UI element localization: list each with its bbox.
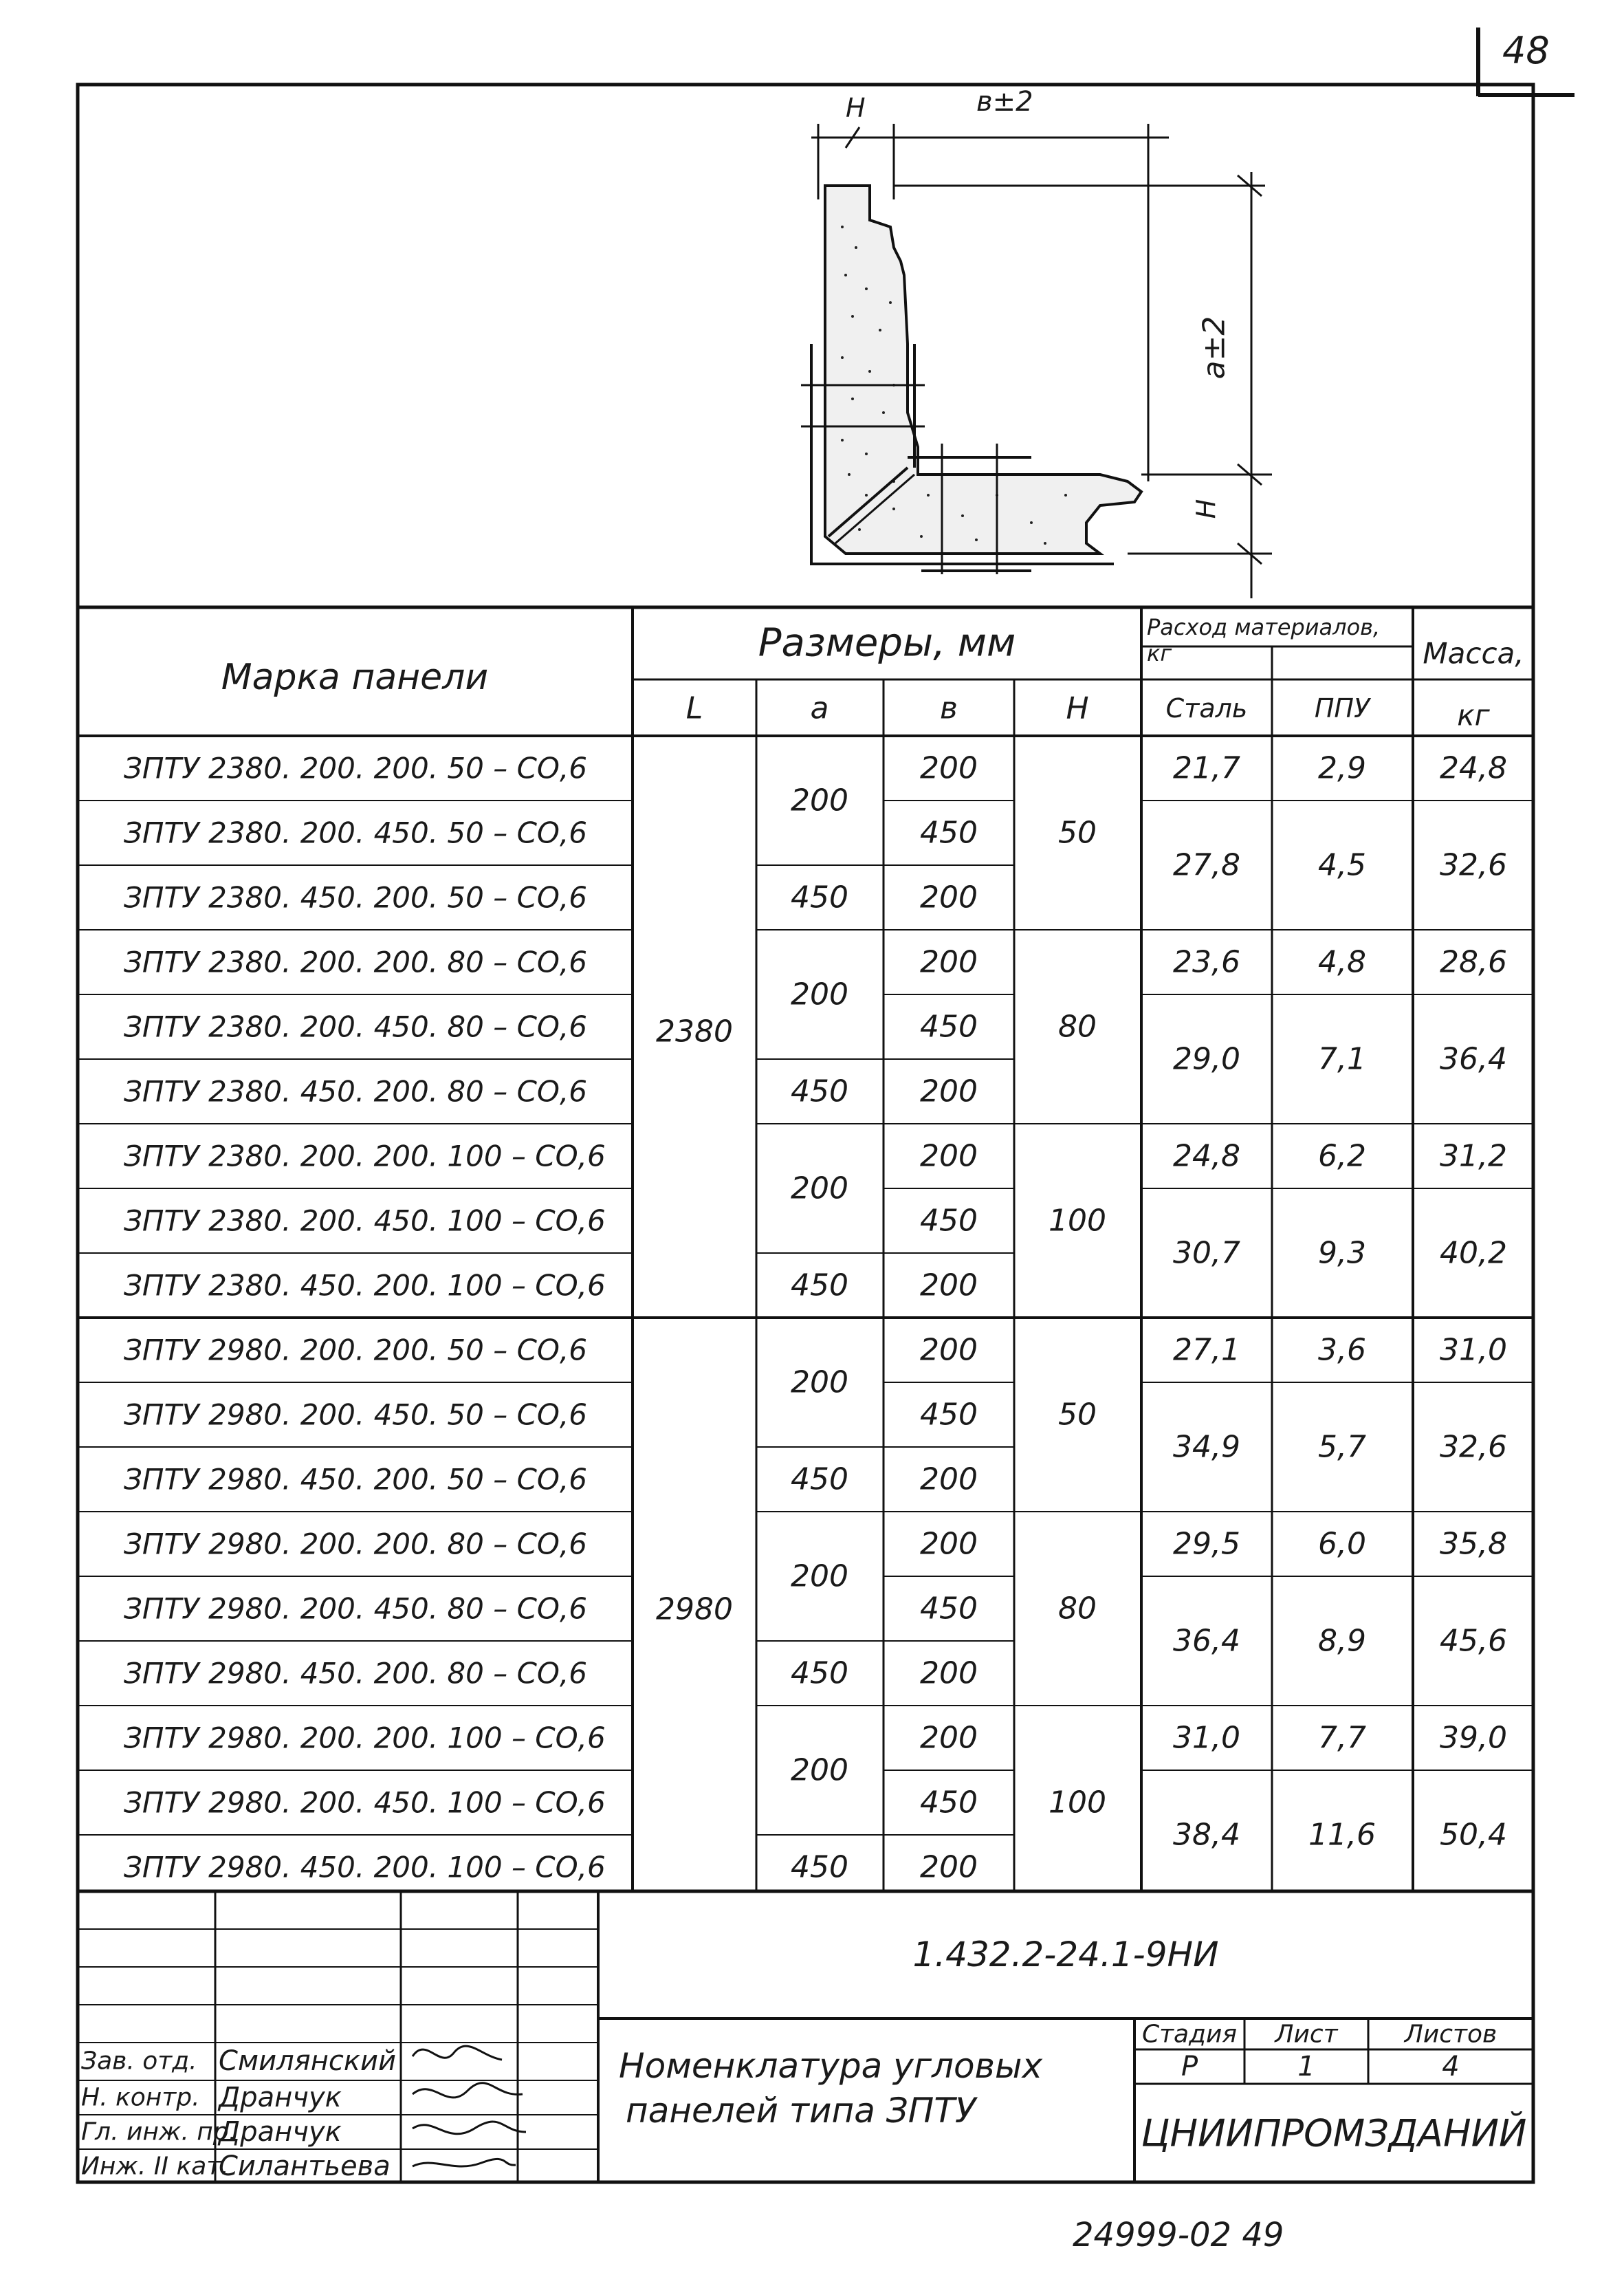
a-value: 200 [791, 1364, 848, 1400]
header-col-b: в [940, 690, 958, 726]
signoff-name: Дранчук [219, 2082, 342, 2113]
panel-mark: ЗПТУ 2380. 450. 200. 50 – СО,6 [124, 880, 588, 915]
sheets-label: Листов [1404, 2020, 1497, 2049]
steel-value: 34,9 [1173, 1429, 1240, 1465]
a-value: 450 [791, 1461, 848, 1497]
signoff-role: Н. контр. [81, 2083, 200, 2112]
panel-mark: ЗПТУ 2980. 450. 200. 100 – СО,6 [124, 1850, 606, 1884]
dim-top-h: Н [846, 93, 866, 123]
header-mass-unit: кг [1457, 698, 1490, 732]
b-value: 200 [920, 1138, 978, 1174]
organization: ЦНИИПРОМЗДАНИЙ [1141, 2111, 1527, 2155]
mass-value: 31,2 [1440, 1138, 1507, 1174]
signoff-role: Инж. II кат. [81, 2152, 229, 2181]
panel-mark: ЗПТУ 2980. 450. 200. 50 – СО,6 [124, 1462, 588, 1496]
panel-mark: ЗПТУ 2380. 450. 200. 80 – СО,6 [124, 1074, 588, 1109]
H-value: 80 [1058, 1009, 1097, 1045]
a-value: 200 [791, 1752, 848, 1788]
H-value: 50 [1058, 815, 1097, 851]
b-value: 200 [920, 1074, 978, 1109]
mass-value: 35,8 [1440, 1526, 1507, 1562]
steel-value: 27,8 [1173, 847, 1240, 883]
ppu-value: 2,9 [1318, 750, 1366, 786]
a-value: 200 [791, 1558, 848, 1594]
b-value: 200 [920, 880, 978, 915]
signoff-role: Зав. отд. [81, 2047, 197, 2076]
steel-value: 27,1 [1173, 1332, 1240, 1368]
mass-value: 50,4 [1440, 1817, 1507, 1853]
steel-value: 23,6 [1173, 944, 1240, 980]
a-value: 450 [791, 1849, 848, 1885]
ppu-value: 6,0 [1318, 1526, 1366, 1562]
b-value: 200 [920, 944, 978, 980]
doc-code: 1.432.2-24.1-9НИ [912, 1935, 1219, 1974]
a-value: 450 [791, 1074, 848, 1109]
steel-value: 24,8 [1173, 1138, 1240, 1174]
panel-mark: ЗПТУ 2380. 200. 200. 100 – СО,6 [124, 1139, 606, 1173]
b-value: 200 [920, 1267, 978, 1303]
signoff-name: Дранчук [219, 2116, 342, 2148]
panel-mark: ЗПТУ 2980. 200. 450. 100 – СО,6 [124, 1785, 606, 1820]
header-col-a: а [810, 690, 829, 726]
ppu-value: 4,5 [1318, 847, 1366, 883]
header-col-H: Н [1066, 690, 1089, 726]
header-materials: Расход материалов, кг [1147, 614, 1381, 666]
ppu-value: 7,1 [1318, 1041, 1366, 1077]
steel-value: 29,5 [1173, 1526, 1240, 1562]
b-value: 450 [920, 815, 978, 851]
b-value: 450 [920, 1009, 978, 1045]
b-value: 450 [920, 1591, 978, 1626]
ppu-value: 8,9 [1318, 1623, 1366, 1659]
b-value: 200 [920, 1655, 978, 1691]
panel-mark: ЗПТУ 2980. 200. 200. 80 – СО,6 [124, 1527, 588, 1561]
footer-code: 24999-02 49 [1073, 2216, 1284, 2254]
signoff-name: Смилянский [219, 2045, 397, 2077]
stage-value: Р [1181, 2051, 1198, 2082]
b-value: 450 [920, 1397, 978, 1433]
signoff-name: Силантьева [219, 2151, 391, 2182]
signature-marks [413, 2046, 526, 2166]
ppu-value: 9,3 [1318, 1235, 1366, 1271]
ppu-value: 3,6 [1318, 1332, 1366, 1368]
panel-mark: ЗПТУ 2980. 200. 450. 50 – СО,6 [124, 1397, 588, 1432]
mass-value: 31,0 [1440, 1332, 1507, 1368]
panel-mark: ЗПТУ 2380. 200. 450. 80 – СО,6 [124, 1010, 588, 1044]
b-value: 200 [920, 750, 978, 786]
ppu-value: 11,6 [1308, 1817, 1376, 1853]
panel-mark: ЗПТУ 2380. 200. 450. 100 – СО,6 [124, 1204, 606, 1238]
steel-value: 38,4 [1173, 1817, 1240, 1853]
header-dimensions: Размеры, мм [758, 620, 1016, 666]
panel-mark: ЗПТУ 2980. 200. 200. 50 – СО,6 [124, 1333, 588, 1367]
mass-value: 39,0 [1440, 1720, 1507, 1756]
doc-title-line1: Номенклатура угловых [619, 2046, 1043, 2086]
L-value: 2380 [656, 1014, 733, 1049]
steel-value: 31,0 [1173, 1720, 1240, 1756]
panel-mark: ЗПТУ 2980. 200. 200. 100 – СО,6 [124, 1721, 606, 1755]
panel-mark: ЗПТУ 2380. 200. 200. 80 – СО,6 [124, 945, 588, 979]
a-value: 200 [791, 977, 848, 1012]
mass-value: 40,2 [1440, 1235, 1507, 1271]
dim-top-b: в±2 [976, 86, 1033, 118]
ppu-value: 4,8 [1318, 944, 1366, 980]
dim-side-h: Н [1191, 499, 1222, 519]
b-value: 450 [920, 1203, 978, 1239]
mass-value: 28,6 [1440, 944, 1507, 980]
steel-value: 30,7 [1173, 1235, 1240, 1271]
ppu-value: 7,7 [1318, 1720, 1366, 1756]
stage-label: Стадия [1141, 2020, 1238, 2049]
mass-value: 36,4 [1440, 1041, 1507, 1077]
b-value: 200 [920, 1720, 978, 1756]
steel-value: 36,4 [1173, 1623, 1240, 1659]
header-col-steel: Сталь [1165, 693, 1248, 723]
a-value: 450 [791, 1655, 848, 1691]
b-value: 200 [920, 1332, 978, 1368]
header-mark: Марка панели [221, 657, 489, 698]
header-col-ppu: ППУ [1314, 693, 1370, 723]
H-value: 50 [1058, 1397, 1097, 1433]
sheets-value: 4 [1442, 2051, 1460, 2082]
mass-value: 45,6 [1440, 1623, 1507, 1659]
H-value: 80 [1058, 1591, 1097, 1626]
mass-value: 32,6 [1440, 847, 1507, 883]
mass-value: 32,6 [1440, 1429, 1507, 1465]
panel-mark: ЗПТУ 2380. 200. 450. 50 – СО,6 [124, 816, 588, 850]
dim-side-a: а±2 [1196, 316, 1232, 380]
b-value: 200 [920, 1849, 978, 1885]
ppu-value: 6,2 [1318, 1138, 1366, 1174]
header-mass: Масса, [1423, 636, 1524, 671]
a-value: 200 [791, 1171, 848, 1206]
header-col-L: L [685, 690, 703, 726]
H-value: 100 [1049, 1785, 1106, 1820]
b-value: 200 [920, 1461, 978, 1497]
panel-mark: ЗПТУ 2980. 200. 450. 80 – СО,6 [124, 1591, 588, 1626]
doc-title-line2: панелей типа ЗПТУ [626, 2091, 976, 2131]
panel-mark: ЗПТУ 2380. 450. 200. 100 – СО,6 [124, 1268, 606, 1303]
panel-mark: ЗПТУ 2980. 450. 200. 80 – СО,6 [124, 1656, 588, 1690]
steel-value: 21,7 [1173, 750, 1240, 786]
panel-mark: ЗПТУ 2380. 200. 200. 50 – СО,6 [124, 751, 588, 785]
a-value: 200 [791, 783, 848, 818]
steel-value: 29,0 [1173, 1041, 1240, 1077]
b-value: 450 [920, 1785, 978, 1820]
L-value: 2980 [656, 1591, 733, 1627]
signoff-role: Гл. инж. пр. [81, 2118, 237, 2146]
a-value: 450 [791, 880, 848, 915]
mass-value: 24,8 [1440, 750, 1507, 786]
H-value: 100 [1049, 1203, 1106, 1239]
sheet-number: 48 [1502, 29, 1550, 72]
b-value: 200 [920, 1526, 978, 1562]
a-value: 450 [791, 1267, 848, 1303]
sheet-label: Лист [1275, 2020, 1338, 2049]
ppu-value: 5,7 [1318, 1429, 1366, 1465]
sheet-value: 1 [1297, 2051, 1315, 2082]
